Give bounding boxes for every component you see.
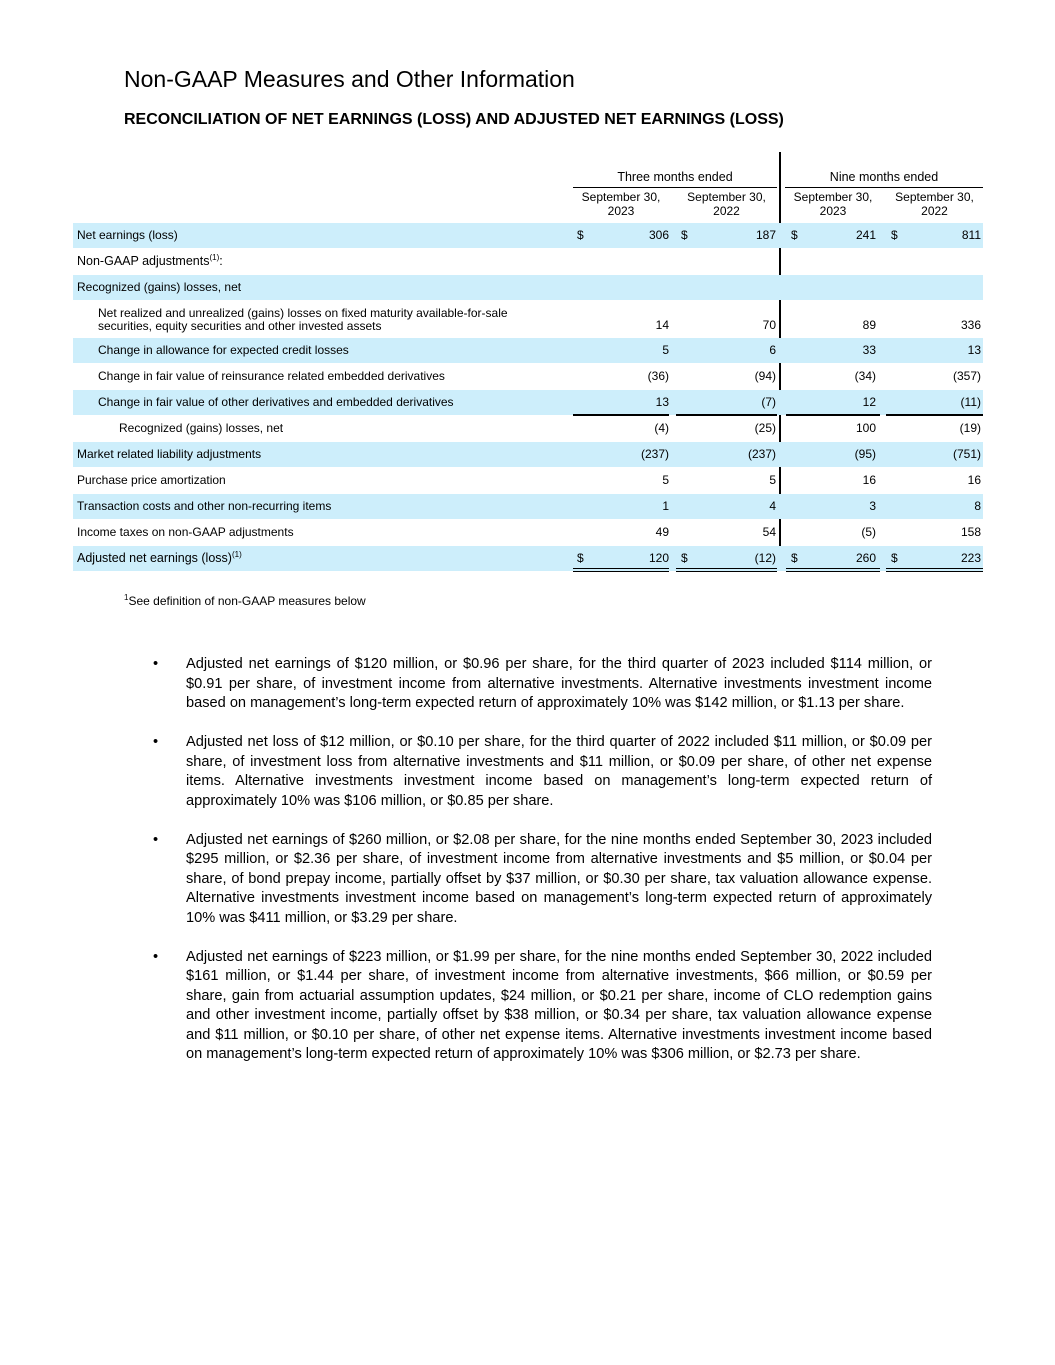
bullet-icon: • [153, 831, 159, 848]
row-label: Market related liability adjustments [77, 447, 262, 461]
cell-value: (357) [952, 369, 981, 383]
table-row-net-realized [73, 301, 983, 338]
cell-value: 14 [655, 318, 669, 332]
cell-value: 4 [769, 499, 776, 513]
bullet-icon: • [153, 656, 159, 672]
cell-value: 811 [961, 228, 981, 242]
currency-symbol: $ [577, 551, 584, 565]
cell-value: 5 [662, 343, 669, 357]
bullet-icon: • [153, 948, 159, 965]
cell-value: (12) [754, 551, 776, 565]
cell-value: 100 [855, 421, 876, 435]
row-label: Net earnings (loss) [77, 228, 178, 242]
cell-value: 54 [762, 525, 776, 539]
table-row-reinsurance-derivatives [73, 364, 983, 389]
list-item: • Adjusted net earnings of $223 million, or $1.99 per share, for the nine months ended September 30, 2022 included $161 million, or $1.44 per share, of investment income from alternative investments, $66 million, or $0.59 per share, gain from actuarial assumption updates, $24 million, or $0.21 per share, income of CLO redemption gains and other investment income, partially offset by $38 million, or $0.34 per share, tax valuation allowance expense and $11 million, or $0.10 per share, of other net expense items. Alternative investments investment income based on management’s long-term expected return of approximately 10% was $306 million, or $2.73 per share. [153, 948, 932, 1062]
currency-symbol: $ [791, 551, 798, 565]
row-label: Transaction costs and other non-recurring items [77, 499, 332, 513]
row-label: Recognized (gains) losses, net [77, 280, 242, 294]
row-label: Change in allowance for expected credit losses [98, 343, 349, 357]
table-row-market-liability [73, 442, 983, 467]
cell-value: (237) [747, 447, 776, 461]
cell-value: 33 [862, 343, 876, 357]
list-item: • Adjusted net earnings of $260 million, or $2.08 per share, for the nine months ended September 30, 2023 included $295 million, or $2.36 per share, of investment income from alternative investments and $5 million, or $0.04 per share, of bond prepay income, partially offset by $37 million, or $0.30 per share, tax valuation allowance expense. Alternative investments investment income based on management’s long-term expected return of approximately 10% was $411 million, or $3.29 per share. [153, 831, 932, 926]
row-label: Recognized (gains) losses, net [119, 421, 284, 435]
cell-value: 306 [648, 228, 669, 242]
cell-value: 70 [762, 318, 776, 332]
cell-value: 13 [967, 343, 981, 357]
cell-value: 49 [655, 525, 669, 539]
cell-value: 187 [755, 228, 776, 242]
cell-value: 5 [662, 473, 669, 487]
cell-value: 241 [855, 228, 876, 242]
column-header: September 30, 2022 [687, 190, 766, 218]
page-title: Non-GAAP Measures and Other Information [124, 66, 575, 92]
table-row-recognized-header [73, 275, 983, 300]
cell-value: (25) [754, 421, 776, 435]
cell-value: 16 [862, 473, 876, 487]
currency-symbol: $ [681, 228, 688, 242]
cell-value: (4) [654, 421, 669, 435]
total-double-rule [786, 568, 880, 572]
table-row-income-taxes [73, 520, 983, 545]
cell-value: (11) [960, 395, 981, 409]
cell-value: (94) [754, 369, 776, 383]
cell-value: 158 [960, 525, 981, 539]
list-item: • Adjusted net earnings of $120 million, or $0.96 per share, for the third quarter of 2023 included $114 million, or $0.91 per share, of investment income from alternative investments. Alternative investments investment income based on management’s long-term expected return of approximately 10% was $142 million, or $1.13 per share. [153, 656, 932, 711]
table-row-other-derivatives [73, 390, 983, 415]
row-label: Non-GAAP adjustments$^{(1)}$: [77, 252, 223, 268]
cell-value: 223 [960, 551, 981, 565]
cell-value: 8 [974, 499, 981, 513]
currency-symbol: $ [891, 551, 898, 565]
cell-value: (7) [761, 395, 776, 409]
cell-value: 260 [855, 551, 876, 565]
cell-value: 336 [960, 318, 981, 332]
group-header-three-months: Three months ended [573, 169, 777, 188]
cell-value: 13 [655, 395, 669, 409]
table-row-transaction-costs [73, 494, 983, 519]
cell-value: 89 [862, 318, 876, 332]
cell-value: 120 [648, 551, 669, 565]
cell-value: (36) [647, 369, 669, 383]
cell-value: (95) [854, 447, 876, 461]
cell-value: (5) [861, 525, 876, 539]
footnote: $^1$See definition of non-GAAP measures below [124, 593, 366, 608]
bullet-list [150, 655, 932, 1084]
cell-value: (34) [854, 369, 876, 383]
column-header: September 30, 2022 [895, 190, 974, 218]
table-row-non-gaap-adjustments [73, 249, 983, 274]
table-row-credit-losses [73, 338, 983, 363]
bullet-icon: • [153, 734, 159, 750]
total-double-rule [676, 568, 777, 572]
row-label: Purchase price amortization [77, 473, 226, 487]
page-subtitle: RECONCILIATION OF NET EARNINGS (LOSS) AND ADJUSTED NET EARNINGS (LOSS) [124, 111, 784, 128]
currency-symbol: $ [891, 228, 898, 242]
cell-value: 16 [967, 473, 981, 487]
total-double-rule [573, 568, 669, 572]
cell-value: (751) [952, 447, 981, 461]
table-row-net-earnings [73, 223, 983, 248]
table-row-recognized-subtotal [73, 416, 983, 441]
row-label: Adjusted net earnings (loss)$^{(1)}$ [77, 549, 242, 565]
cell-value: 3 [869, 499, 876, 513]
currency-symbol: $ [791, 228, 798, 242]
row-label: Change in fair value of other derivatives and embedded derivatives [98, 395, 454, 409]
cell-value: 12 [862, 395, 876, 409]
cell-value: 1 [662, 499, 669, 513]
currency-symbol: $ [577, 228, 584, 242]
list-item: • Adjusted net loss of $12 million, or $0.10 per share, for the third quarter of 2022 included $11 million, or $0.09 per share, of investment loss from alternative investments and $11 million, or $0.09 per share, of other net expense items. Alternative investments investment income based on management’s long-term expected return of approximately 10% was $106 million, or $0.85 per share. [153, 734, 932, 809]
cell-value: 6 [769, 343, 776, 357]
table-row-purchase-price [73, 468, 983, 493]
currency-symbol: $ [681, 551, 688, 565]
row-label: Change in fair value of reinsurance related embedded derivatives [98, 369, 445, 383]
cell-value: 5 [769, 473, 776, 487]
group-header-nine-months: Nine months ended [785, 169, 983, 188]
total-double-rule [886, 568, 983, 572]
column-header: September 30, 2023 [581, 190, 661, 218]
reconciliation-table [73, 152, 987, 572]
column-header: September 30, 2023 [793, 190, 873, 218]
row-label: Income taxes on non-GAAP adjustments [77, 525, 294, 539]
cell-value: (19) [959, 421, 981, 435]
row-label: Net realized and unrealized (gains) losses on fixed maturity available-for-sale securities, equity securities and other invested assets [98, 306, 508, 333]
cell-value: (237) [640, 447, 669, 461]
